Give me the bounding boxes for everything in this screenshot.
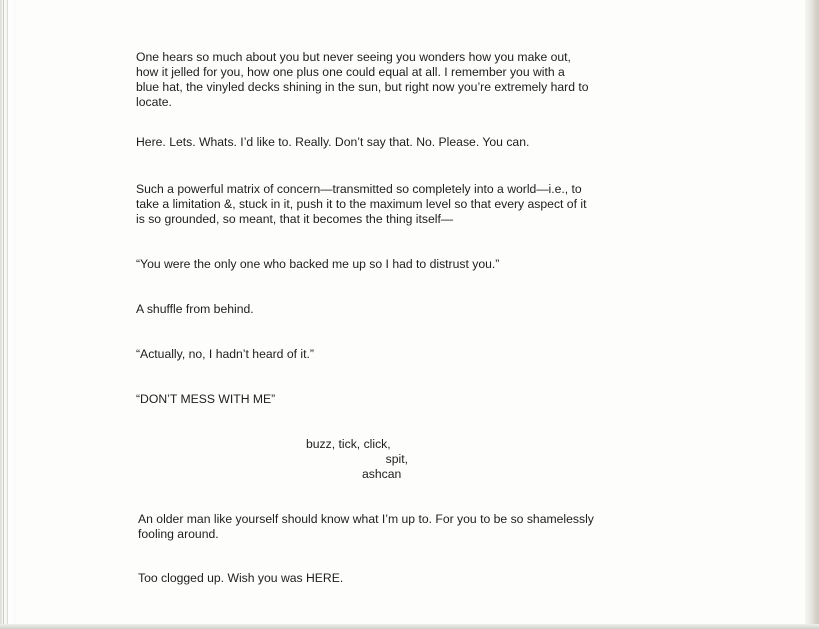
text-line: is so grounded, so meant, that it becomes the thing itself— [136, 212, 454, 226]
paragraph-5 [136, 302, 254, 317]
paragraph-6 [136, 347, 314, 362]
text-line: fooling around. [138, 527, 219, 541]
quote-line: “You were the only one who backed me up so I had to distrust you.” [136, 257, 500, 271]
text-line: how it jelled for you, how one plus one could equal at all. I remember you with a [136, 65, 565, 79]
page-edge-right [805, 0, 819, 629]
text-line: take a limitation &, stuck in it, push it to the maximum level so that every aspect of it [136, 197, 587, 211]
poem-line: spit, [385, 452, 408, 466]
text-line: Here. Lets. Whats. I’d like to. Really. Don’t say that. No. Please. You can. [136, 135, 530, 149]
paragraph-4 [136, 257, 499, 272]
binding-line [7, 0, 8, 629]
text-line: One hears so much about you but never seeing you wonders how you make out, [136, 50, 571, 64]
poem-line: buzz, tick, click, [306, 437, 391, 451]
text-line: locate. [136, 95, 172, 109]
paragraph-7 [136, 392, 275, 407]
page-binding-gutter [0, 0, 16, 629]
text-line: blue hat, the vinyled decks shining in the sun, but right now you’re extremely hard to [136, 80, 589, 94]
paragraph-3 [136, 182, 586, 227]
paragraph-2 [136, 135, 529, 150]
text-line: Too clogged up. Wish you was HERE. [138, 571, 344, 585]
quote-line: “Actually, no, I hadn’t heard of it.” [136, 347, 314, 361]
paragraph-1 [136, 50, 589, 110]
text-line: An older man like yourself should know what I’m up to. For you to be so shamelessly [138, 512, 594, 526]
binding-line [3, 0, 4, 629]
paragraph-8 [138, 512, 594, 542]
poem-stanza [306, 437, 408, 482]
quote-line: “DON’T MESS WITH ME” [136, 392, 276, 406]
text-line: A shuffle from behind. [136, 302, 254, 316]
page-edge-bottom [0, 624, 819, 629]
text-line: Such a powerful matrix of concern—transmitted so completely into a world—i.e., to [136, 182, 582, 196]
paragraph-9 [138, 571, 343, 586]
poem-line: ashcan [362, 467, 402, 481]
